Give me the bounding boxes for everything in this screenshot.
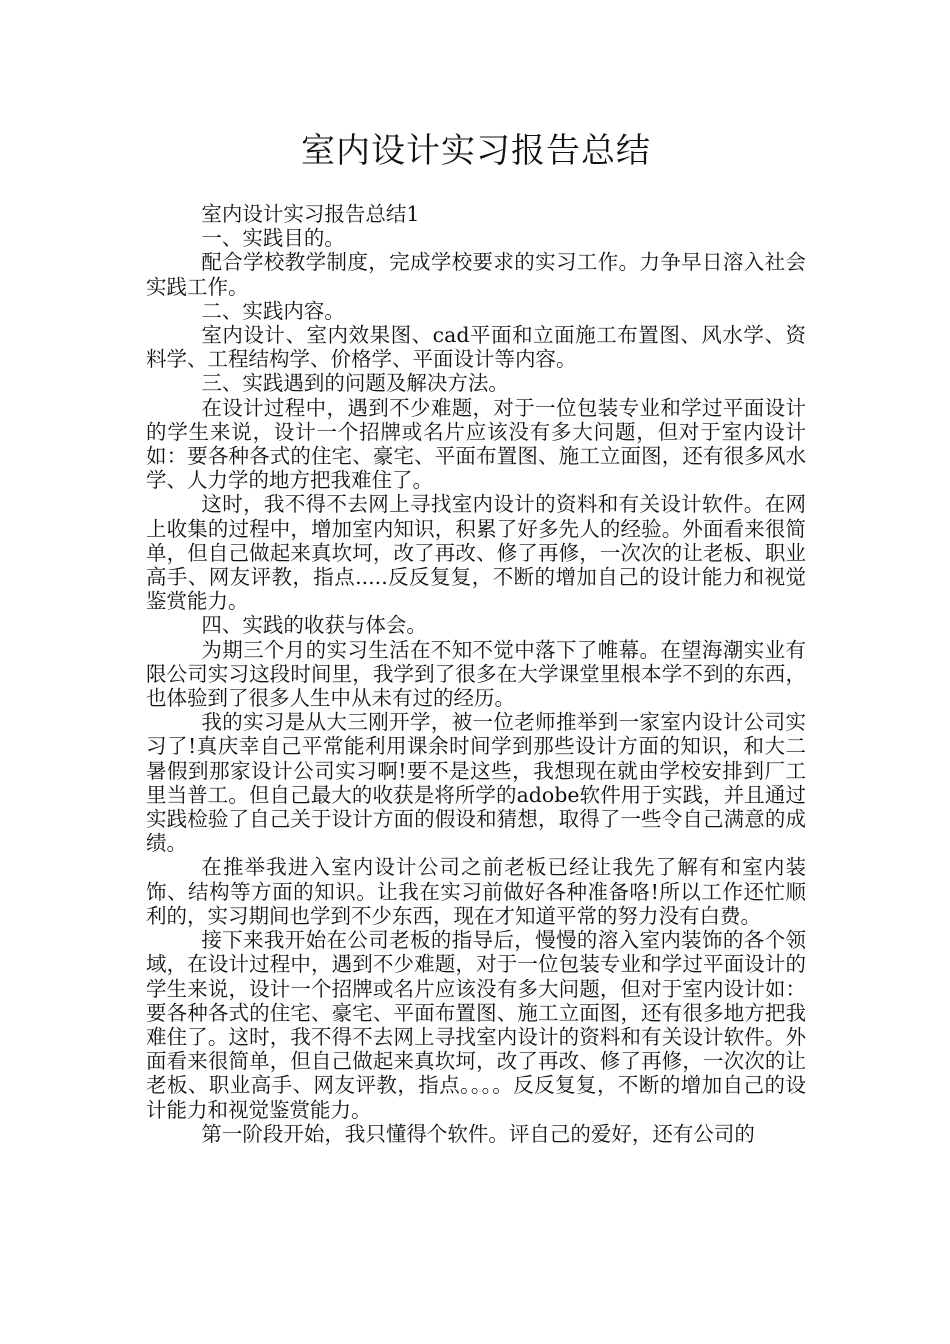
- paragraph: 为期三个月的实习生活在不知不觉中落下了帷幕。在望海潮实业有限公司实习这段时间里，我学到了很多在大学课堂里根本学不到的东西，也体验到了很多人生中从未有过的经历。: [146, 637, 806, 711]
- document-title: 室内设计实习报告总结: [301, 131, 651, 171]
- section-heading: 四、实践的收获与体会。: [201, 613, 427, 638]
- section-heading: 二、实践内容。: [201, 298, 345, 323]
- paragraph: 在设计过程中，遇到不少难题，对于一位包装专业和学过平面设计的学生来说，设计一个招牌或名片应该没有多大问题，但对于室内设计如：要各种各式的住宅、豪宅、平面布置图、施工立面图，还有很多风水学、人力学的地方把我难住了。: [146, 395, 806, 493]
- paragraph: 接下来我开始在公司老板的指导后，慢慢的溶入室内装饰的各个领域，在设计过程中，遇到不少难题，对于一位包装专业和学过平面设计的学生来说，设计一个招牌或名片应该没有多大问题，但对于室内设计如：要各种各式的住宅、豪宅、平面布置图、施工立面图，还有很多地方把我难住了。这时，我不得不去网上寻找室内设计的资料和有关设计软件。外面看来很简单，但自己做起来真坎坷，改了再改、修了再修，一次次的让老板、职业高手、网友评教，指点。。。。反反复复，不断的增加自己的设计能力和视觉鉴赏能力。: [146, 928, 806, 1122]
- section-heading: 三、实践遇到的问题及解决方法。: [201, 371, 509, 396]
- paragraph: 第一阶段开始，我只懂得个软件。评自己的爱好，还有公司的: [201, 1121, 755, 1146]
- document-page: [146, 128, 806, 1146]
- section-heading: 一、实践目的。: [201, 226, 345, 251]
- paragraph: 配合学校教学制度，完成学校要求的实习工作。力争早日溶入社会实践工作。: [146, 250, 806, 299]
- document-body: [146, 202, 806, 1146]
- paragraph: 这时，我不得不去网上寻找室内设计的资料和有关设计软件。在网上收集的过程中，增加室内知识，积累了好多先人的经验。外面看来很简单，但自己做起来真坎坷，改了再改、修了再修，一次次的让老板、职业高手、网友评教，指点.....反反复复，不断的增加自己的设计能力和视觉鉴赏能力。: [146, 492, 806, 614]
- paragraph: 我的实习是从大三刚开学，被一位老师推举到一家室内设计公司实习了!真庆幸自己平常能利用课余时间学到那些设计方面的知识，和大二暑假到那家设计公司实习啊!要不是这些，我想现在就由学校安排到厂工里当普工。但自己最大的收获是将所学的adobe软件用于实践，并且通过实践检验了自己关于设计方面的假设和猜想，取得了一些令自己满意的成绩。: [146, 710, 806, 856]
- paragraph-heading: 室内设计实习报告总结1: [201, 202, 420, 226]
- paragraph: 室内设计、室内效果图、cad平面和立面施工布置图、风水学、资料学、工程结构学、价格学、平面设计等内容。: [146, 323, 806, 372]
- paragraph: 在推举我进入室内设计公司之前老板已经让我先了解有和室内装饰、结构等方面的知识。让我在实习前做好各种准备咯!所以工作还忙顺利的，实习期间也学到不少东西，现在才知道平常的努力没有白费。: [146, 855, 806, 928]
